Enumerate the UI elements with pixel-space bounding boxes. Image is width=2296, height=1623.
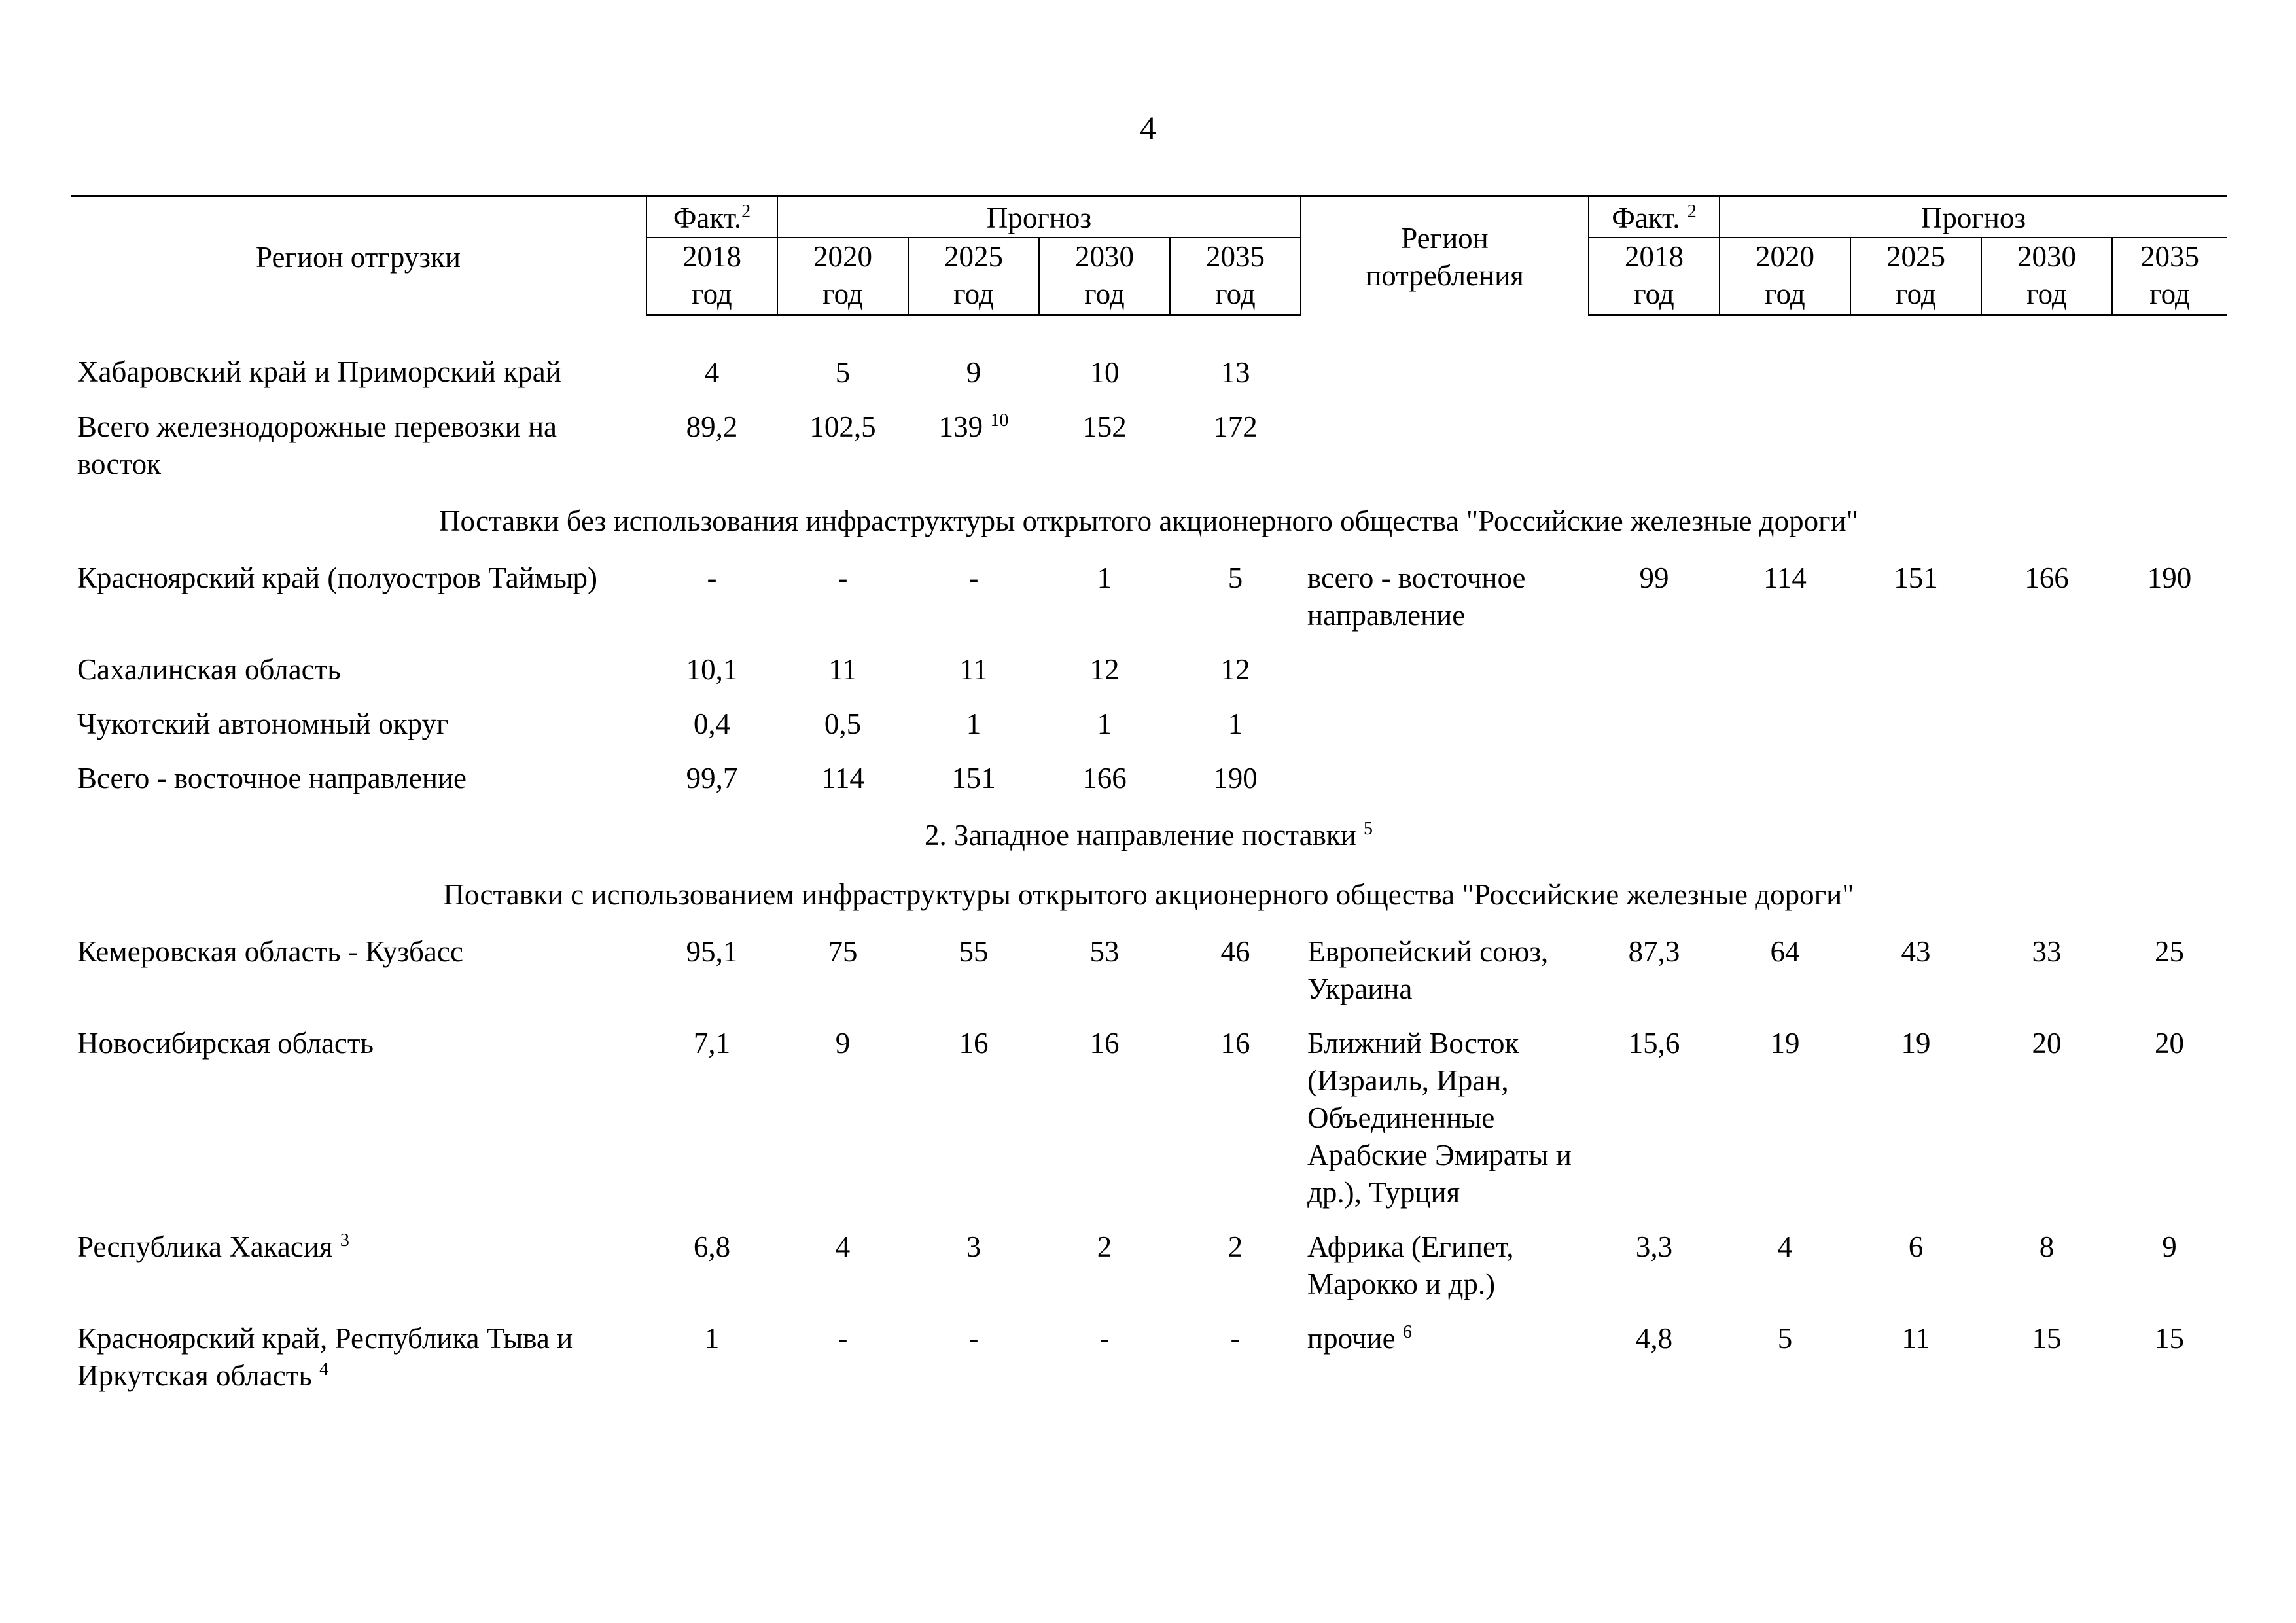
ship-region-cell: Чукотский автономный округ [77, 707, 449, 740]
ship-region-cell: Всего железнодорожные перевозки на восток [77, 410, 557, 480]
consume-value-cell [1589, 745, 1720, 800]
section-heading-row [71, 486, 2227, 545]
ship-value-cell: 139 $^{10}$ [938, 410, 1009, 443]
consume-value-cell: 5 [1777, 1322, 1793, 1355]
consume-value-cell [2112, 637, 2227, 691]
consume-value-cell [1850, 315, 1981, 395]
consume-value-cell: 190 [2147, 562, 2192, 594]
consume-value-cell [1981, 637, 2112, 691]
ship-value-cell: - [707, 562, 717, 594]
ship-year-header-2: 2025 год [908, 238, 1039, 315]
table-row [71, 637, 2227, 691]
consume-value-cell [1589, 315, 1720, 395]
consume-year-header-1: 2020 год [1720, 238, 1850, 315]
ship-value-cell: 151 [951, 762, 996, 794]
ship-value-cell: 0,4 [693, 707, 731, 740]
ship-value-cell: - [1099, 1322, 1110, 1355]
table-body [71, 315, 2227, 1398]
consume-value-cell: 8 [2039, 1230, 2055, 1263]
ship-region-cell: Кемеровская область - Кузбасс [77, 935, 463, 968]
ship-value-cell: 12 [1220, 653, 1250, 686]
ship-value-cell: 190 [1213, 762, 1258, 794]
consume-value-cell [1850, 637, 1981, 691]
ship-value-cell: 53 [1089, 935, 1120, 968]
section-heading-row [71, 859, 2227, 919]
ship-value-cell: 10,1 [686, 653, 738, 686]
consume-value-cell: 20 [2155, 1027, 2184, 1060]
consume-value-cell [2112, 691, 2227, 745]
consume-value-cell [1720, 315, 1850, 395]
table-row [71, 919, 2227, 1010]
ship-value-cell: 166 [1082, 762, 1127, 794]
fact-header-right: Факт. $^2$ [1589, 196, 1720, 238]
table-row [71, 394, 2227, 486]
ship-value-cell: 5 [835, 356, 851, 389]
consume-value-cell [1720, 691, 1850, 745]
ship-value-cell: 3 [966, 1230, 981, 1263]
ship-value-cell: 46 [1220, 935, 1250, 968]
ship-value-cell: 11 [828, 653, 857, 686]
consume-region-cell [1301, 315, 1589, 395]
consume-region-cell [1301, 691, 1589, 745]
ship-value-cell: 12 [1089, 653, 1120, 686]
table-row [71, 691, 2227, 745]
consume-region-cell [1301, 394, 1589, 486]
consume-value-cell [1589, 394, 1720, 486]
consume-value-cell: 87,3 [1628, 935, 1680, 968]
consume-value-cell: 9 [2162, 1230, 2177, 1263]
consume-value-cell: 99 [1639, 562, 1669, 594]
ship-value-cell: 13 [1220, 356, 1250, 389]
consume-region-cell [1301, 637, 1589, 691]
ship-value-cell: 99,7 [686, 762, 738, 794]
ship-value-cell: 10 [1089, 356, 1120, 389]
consume-year-header-4: 2035 год [2112, 238, 2227, 315]
ship-value-cell: 152 [1082, 410, 1127, 443]
section-heading: Поставки без использования инфраструктуры открытого акционерного общества "Российские железные дороги" [439, 505, 1858, 537]
consume-value-cell: 11 [1901, 1322, 1930, 1355]
ship-region-cell: Сахалинская область [77, 653, 341, 686]
consume-value-cell: 6 [1908, 1230, 1924, 1263]
coal-supply-table [71, 195, 2227, 1397]
ship-value-cell: 102,5 [809, 410, 876, 443]
section-heading: 2. Западное направление поставки $^5$ [924, 819, 1373, 851]
ship-value-cell: 9 [835, 1027, 851, 1060]
consume-value-cell [1850, 745, 1981, 800]
ship-value-cell: 16 [1220, 1027, 1250, 1060]
consume-year-header-3: 2030 год [1981, 238, 2112, 315]
ship-region-header: Регион отгрузки [71, 196, 646, 315]
ship-year-header-4: 2035 год [1170, 238, 1301, 315]
ship-value-cell: 1 [966, 707, 981, 740]
forecast-header-right: Прогноз [1720, 196, 2227, 238]
section-heading-row [71, 800, 2227, 859]
consume-value-cell: 19 [1770, 1027, 1800, 1060]
ship-region-cell: Всего - восточное направление [77, 762, 467, 794]
consume-value-cell [2112, 394, 2227, 486]
forecast-header: Прогноз [777, 196, 1301, 238]
ship-value-cell: 75 [828, 935, 858, 968]
consume-value-cell: 25 [2155, 935, 2184, 968]
fact-header: Факт.$^2$ [646, 196, 777, 238]
ship-value-cell: 89,2 [686, 410, 738, 443]
consume-value-cell [1981, 315, 2112, 395]
consume-value-cell [2112, 745, 2227, 800]
ship-value-cell: 5 [1227, 562, 1243, 594]
ship-value-cell: 0,5 [824, 707, 862, 740]
consume-region-cell: Европейский союз, Украина [1307, 935, 1549, 1005]
ship-region-cell: Красноярский край, Республика Тыва и Иркутская область $^4$ [77, 1322, 573, 1392]
consume-value-cell: 15 [2032, 1322, 2062, 1355]
ship-value-cell: 55 [959, 935, 989, 968]
ship-value-cell: - [1230, 1322, 1241, 1355]
ship-value-cell: 11 [959, 653, 988, 686]
consume-value-cell [1850, 691, 1981, 745]
consume-value-cell: 4,8 [1635, 1322, 1673, 1355]
ship-value-cell: 95,1 [686, 935, 738, 968]
consume-value-cell [1981, 394, 2112, 486]
ship-value-cell: - [838, 562, 848, 594]
consume-value-cell: 3,3 [1635, 1230, 1673, 1263]
consume-region-cell: всего - восточное направление [1307, 562, 1526, 632]
consume-value-cell: 114 [1763, 562, 1807, 594]
consume-value-cell: 19 [1901, 1027, 1931, 1060]
ship-value-cell: - [968, 562, 979, 594]
table-row [71, 1010, 2227, 1214]
ship-value-cell: 16 [959, 1027, 989, 1060]
consume-value-cell: 4 [1777, 1230, 1793, 1263]
table-row [71, 1306, 2227, 1397]
ship-value-cell: 6,8 [693, 1230, 731, 1263]
ship-value-cell: 1 [704, 1322, 720, 1355]
consume-region-header: Регион потребления [1301, 196, 1589, 315]
consume-year-header-0: 2018 год [1589, 238, 1720, 315]
table-row [71, 1214, 2227, 1306]
ship-value-cell: 9 [966, 356, 981, 389]
table-row [71, 745, 2227, 800]
ship-region-cell: Красноярский край (полуостров Таймыр) [77, 562, 598, 594]
consume-value-cell: 20 [2032, 1027, 2062, 1060]
consume-value-cell [1589, 691, 1720, 745]
consume-year-header-2: 2025 год [1850, 238, 1981, 315]
ship-value-cell: 4 [835, 1230, 851, 1263]
consume-value-cell: 15,6 [1628, 1027, 1680, 1060]
ship-region-cell: Республика Хакасия $^3$ [77, 1230, 349, 1263]
consume-region-cell: Африка (Египет, Марокко и др.) [1307, 1230, 1514, 1300]
consume-value-cell [1720, 637, 1850, 691]
consume-region-cell: прочие $^6$ [1307, 1322, 1412, 1355]
consume-region-cell: Ближний Восток (Израиль, Иран, Объединенные Арабские Эмираты и др.), Турция [1307, 1027, 1572, 1209]
ship-value-cell: - [968, 1322, 979, 1355]
consume-value-cell [1589, 637, 1720, 691]
ship-value-cell: 4 [704, 356, 720, 389]
consume-value-cell [1981, 691, 2112, 745]
consume-value-cell: 166 [2024, 562, 2069, 594]
ship-value-cell: 16 [1089, 1027, 1120, 1060]
page-number: 4 [1140, 109, 1156, 146]
ship-value-cell: 1 [1097, 707, 1112, 740]
ship-value-cell: - [838, 1322, 848, 1355]
consume-value-cell [1850, 394, 1981, 486]
consume-value-cell [1981, 745, 2112, 800]
ship-value-cell: 2 [1227, 1230, 1243, 1263]
consume-value-cell: 43 [1901, 935, 1931, 968]
consume-region-cell [1301, 745, 1589, 800]
table-row [71, 315, 2227, 395]
ship-region-cell: Хабаровский край и Приморский край [77, 355, 561, 388]
ship-value-cell: 1 [1097, 562, 1112, 594]
coal-supply-table-wrapper [71, 195, 2227, 1397]
table-row [71, 545, 2227, 637]
ship-value-cell: 172 [1213, 410, 1258, 443]
section-heading: Поставки с использованием инфраструктуры открытого акционерного общества "Российские железные дороги" [443, 878, 1854, 911]
ship-year-header-1: 2020 год [777, 238, 908, 315]
consume-value-cell: 151 [1894, 562, 1938, 594]
ship-value-cell: 1 [1227, 707, 1243, 740]
consume-value-cell [1720, 394, 1850, 486]
ship-year-header-3: 2030 год [1039, 238, 1170, 315]
consume-value-cell: 15 [2155, 1322, 2184, 1355]
ship-year-header-0: 2018 год [646, 238, 777, 315]
ship-value-cell: 114 [821, 762, 864, 794]
ship-region-cell: Новосибирская область [77, 1027, 374, 1060]
consume-value-cell [2112, 315, 2227, 395]
consume-value-cell: 33 [2032, 935, 2062, 968]
consume-value-cell [1720, 745, 1850, 800]
ship-value-cell: 2 [1097, 1230, 1112, 1263]
consume-value-cell: 64 [1770, 935, 1800, 968]
ship-value-cell: 7,1 [693, 1027, 731, 1060]
